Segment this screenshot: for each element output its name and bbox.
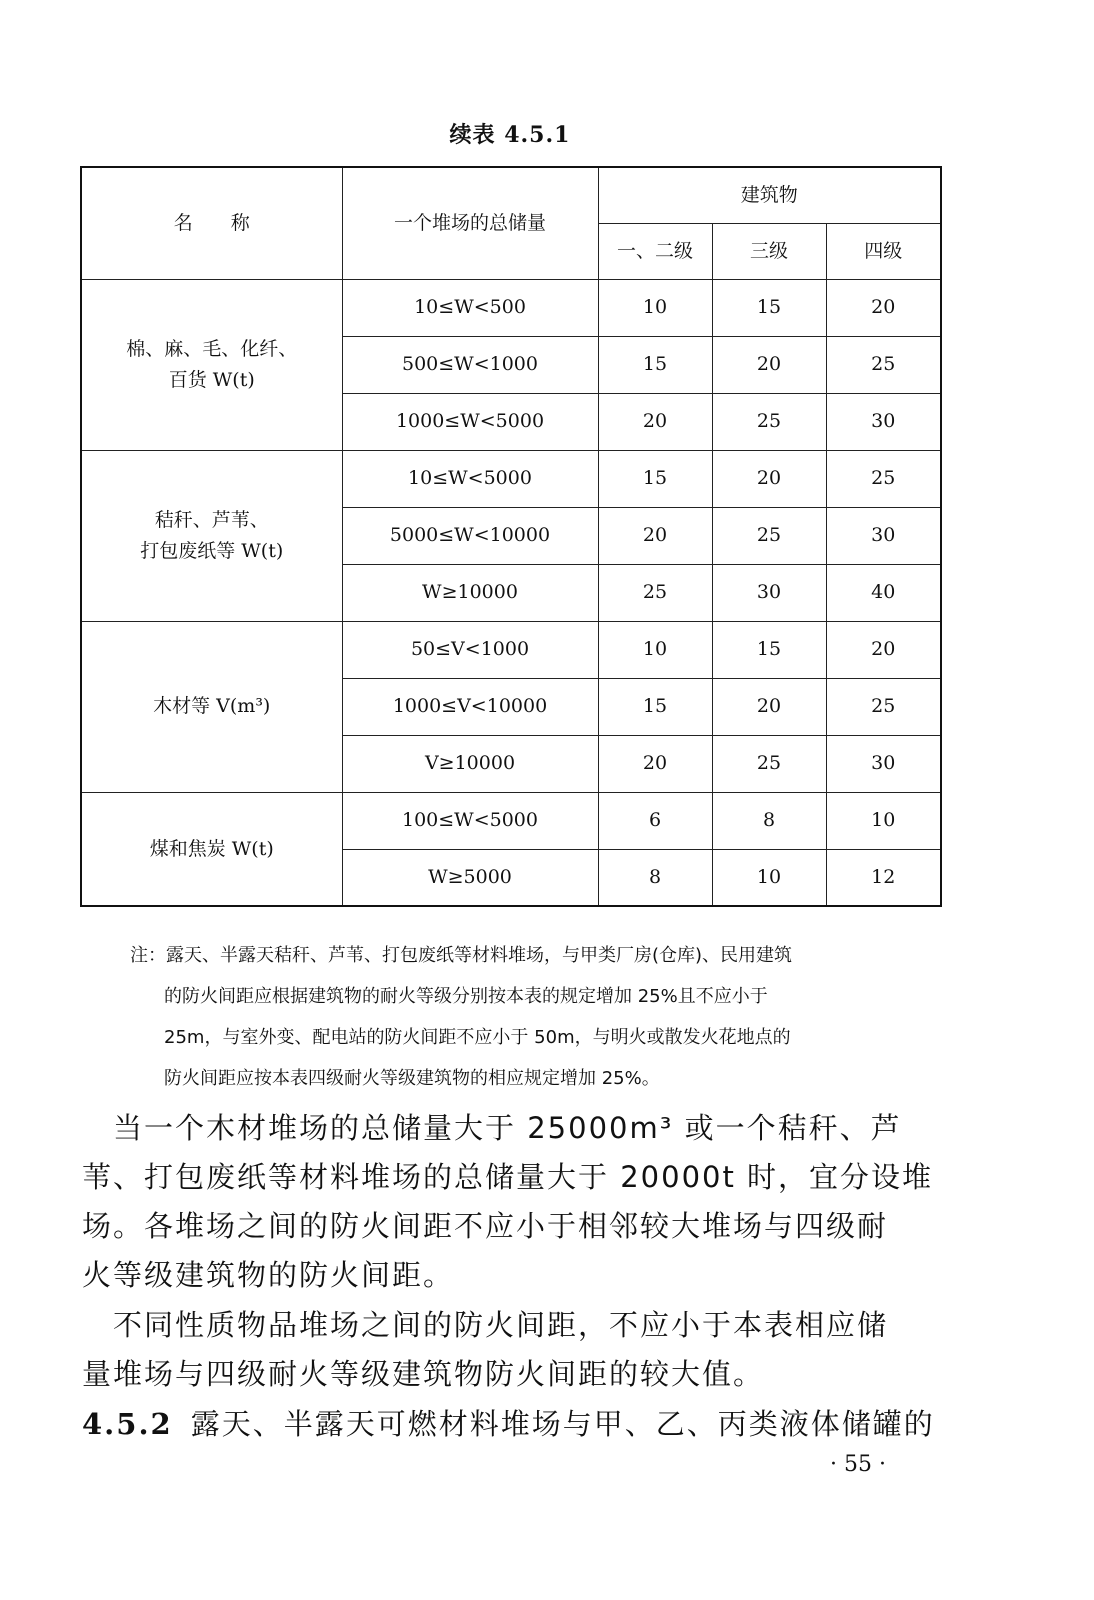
header-grade3: 三级 xyxy=(712,223,826,279)
material-name-cell xyxy=(81,279,342,450)
header-building: 建筑物 xyxy=(598,167,941,223)
material-name-line: 秸秆、芦苇、 xyxy=(154,509,269,532)
storage-range-cell: 100≤W<5000 xyxy=(342,792,598,849)
grade3-cell: 15 xyxy=(712,279,826,336)
grade12-cell: 10 xyxy=(598,621,712,678)
storage-range-cell: W≥10000 xyxy=(342,564,598,621)
grade4-cell: 25 xyxy=(826,678,941,735)
grade12-cell: 15 xyxy=(598,336,712,393)
material-name-line: 煤和焦炭 W(t) xyxy=(149,837,274,860)
section-number: 4.5.2 xyxy=(82,1407,173,1441)
para-line: 露天、半露天可燃材料堆场与甲、乙、丙类液体储罐的 xyxy=(190,1407,935,1441)
grade12-cell: 8 xyxy=(598,849,712,906)
para-line: 当一个木材堆场的总储量大于 25000m³ 或一个秸秆、芦 xyxy=(82,1111,902,1145)
grade4-cell: 20 xyxy=(826,621,941,678)
grade3-cell: 8 xyxy=(712,792,826,849)
grade3-cell: 20 xyxy=(712,336,826,393)
storage-range-cell: W≥5000 xyxy=(342,849,598,906)
table-note xyxy=(130,935,940,1099)
header-name: 名 称 xyxy=(81,167,342,279)
storage-range-cell: 10≤W<500 xyxy=(342,279,598,336)
paragraph-2 xyxy=(82,1301,942,1399)
grade3-cell: 25 xyxy=(712,507,826,564)
note-line: 防火间距应按本表四级耐火等级建筑物的相应规定增加 25%。 xyxy=(164,1068,660,1089)
grade12-cell: 20 xyxy=(598,507,712,564)
note-line: 25m，与室外变、配电站的防火间距不应小于 50m，与明火或散发火花地点的 xyxy=(164,1027,791,1048)
material-name-line: 木材等 V(m³) xyxy=(153,695,271,718)
grade4-cell: 20 xyxy=(826,279,941,336)
material-name-line: 打包废纸等 W(t) xyxy=(140,539,284,562)
grade12-cell: 25 xyxy=(598,564,712,621)
table-row xyxy=(81,450,941,507)
grade3-cell: 10 xyxy=(712,849,826,906)
material-name-line: 百货 W(t) xyxy=(168,368,255,391)
grade3-cell: 25 xyxy=(712,393,826,450)
page-number: · 55 · xyxy=(830,1452,886,1477)
grade12-cell: 20 xyxy=(598,735,712,792)
para-line: 量堆场与四级耐火等级建筑物防火间距的较大值。 xyxy=(82,1357,765,1391)
material-name-cell xyxy=(81,621,342,792)
grade4-cell: 25 xyxy=(826,336,941,393)
storage-range-cell: 500≤W<1000 xyxy=(342,336,598,393)
para-line: 苇、打包废纸等材料堆场的总储量大于 20000t 时，宜分设堆 xyxy=(82,1160,934,1194)
grade4-cell: 30 xyxy=(826,735,941,792)
material-name-cell xyxy=(81,792,342,906)
table-row xyxy=(81,792,941,849)
storage-range-cell: 10≤W<5000 xyxy=(342,450,598,507)
grade12-cell: 15 xyxy=(598,450,712,507)
storage-range-cell: V≥10000 xyxy=(342,735,598,792)
fire-distance-table xyxy=(80,166,942,907)
material-name-line: 棉、麻、毛、化纤、 xyxy=(126,338,298,361)
para-line: 场。各堆场之间的防火间距不应小于相邻较大堆场与四级耐 xyxy=(82,1209,889,1243)
header-grade12: 一、二级 xyxy=(598,223,712,279)
header-grade4: 四级 xyxy=(826,223,941,279)
grade4-cell: 30 xyxy=(826,393,941,450)
grade4-cell: 30 xyxy=(826,507,941,564)
storage-range-cell: 50≤V<1000 xyxy=(342,621,598,678)
grade3-cell: 20 xyxy=(712,678,826,735)
grade3-cell: 15 xyxy=(712,621,826,678)
table-row xyxy=(81,621,941,678)
grade3-cell: 30 xyxy=(712,564,826,621)
storage-range-cell: 1000≤W<5000 xyxy=(342,393,598,450)
grade4-cell: 40 xyxy=(826,564,941,621)
storage-range-cell: 1000≤V<10000 xyxy=(342,678,598,735)
grade3-cell: 25 xyxy=(712,735,826,792)
material-name-cell xyxy=(81,450,342,621)
grade4-cell: 12 xyxy=(826,849,941,906)
para-line: 火等级建筑物的防火间距。 xyxy=(82,1258,455,1292)
note-line: 注：露天、半露天秸秆、芦苇、打包废纸等材料堆场，与甲类厂房(仓库)、民用建筑 xyxy=(130,945,793,966)
table-caption: 续表 4.5.1 xyxy=(449,122,571,148)
table-row xyxy=(81,279,941,336)
grade12-cell: 10 xyxy=(598,279,712,336)
grade3-cell: 20 xyxy=(712,450,826,507)
grade12-cell: 6 xyxy=(598,792,712,849)
grade4-cell: 25 xyxy=(826,450,941,507)
note-line: 的防火间距应根据建筑物的耐火等级分别按本表的规定增加 25%且不应小于 xyxy=(164,986,768,1007)
para-line: 不同性质物品堆场之间的防火间距，不应小于本表相应储 xyxy=(82,1308,889,1342)
header-storage: 一个堆场的总储量 xyxy=(342,167,598,279)
paragraph-1 xyxy=(82,1104,942,1300)
paragraph-3 xyxy=(82,1400,942,1449)
grade12-cell: 20 xyxy=(598,393,712,450)
storage-range-cell: 5000≤W<10000 xyxy=(342,507,598,564)
grade4-cell: 10 xyxy=(826,792,941,849)
grade12-cell: 15 xyxy=(598,678,712,735)
